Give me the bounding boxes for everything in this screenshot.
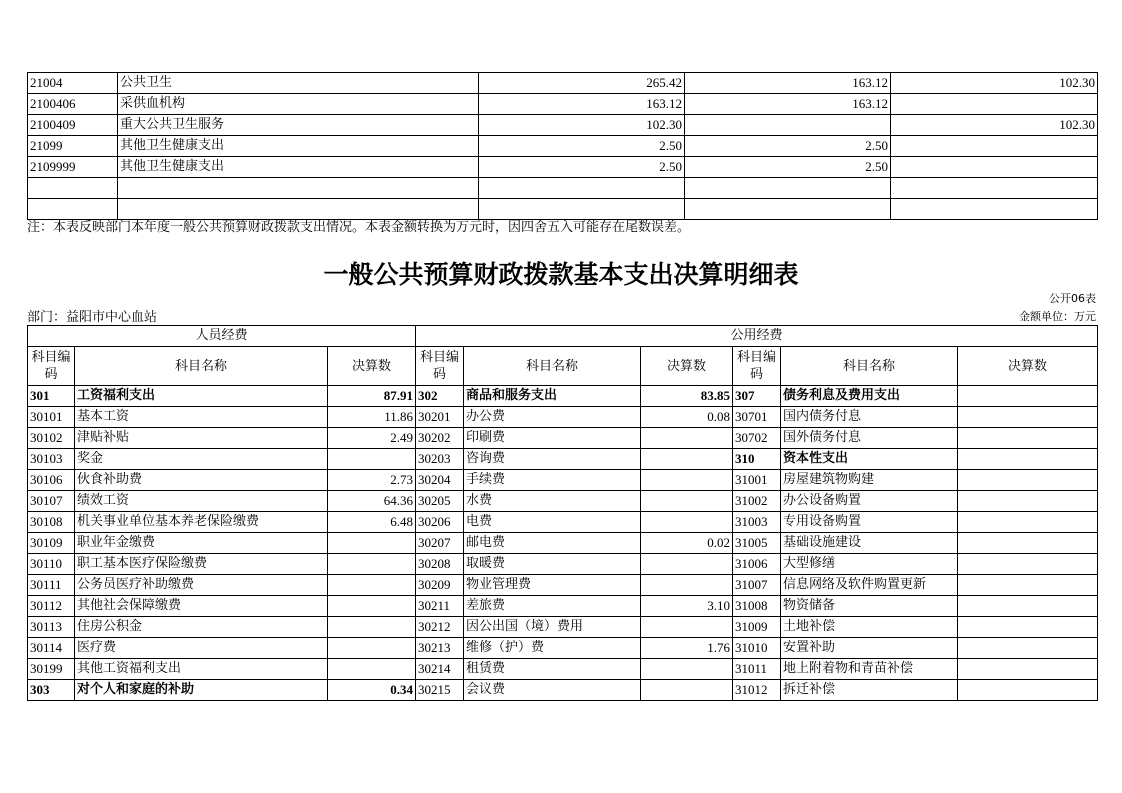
table-row <box>28 659 1098 680</box>
subject-name-header: 科目名称 <box>781 347 958 386</box>
table-row <box>28 596 1098 617</box>
amount-header: 决算数 <box>641 347 733 386</box>
subject-code-cell: 30106 <box>28 470 75 491</box>
table-row <box>28 407 1098 428</box>
subject-code-cell: 21099 <box>28 136 118 157</box>
amount-cell: 6.48 <box>328 512 416 533</box>
subject-code-cell: 30107 <box>28 491 75 512</box>
public-expense-header: 公用经费 <box>416 326 1098 347</box>
subject-code-cell: 30202 <box>416 428 464 449</box>
table-note: 注：本表反映部门本年度一般公共预算财政拨款支出情况。本表金额转换为万元时，因四舍五入可能存在尾数误差。 <box>27 220 691 235</box>
subject-code-cell: 30204 <box>416 470 464 491</box>
subject-name-cell: 对个人和家庭的补助 <box>75 680 328 701</box>
subject-name-cell: 公务员医疗补助缴费 <box>75 575 328 596</box>
subject-code-cell: 31010 <box>733 638 781 659</box>
subject-name-cell: 商品和服务支出 <box>464 386 641 407</box>
subject-name-cell: 医疗费 <box>75 638 328 659</box>
subject-code-cell: 30213 <box>416 638 464 659</box>
table-row <box>28 157 1098 178</box>
subject-code-header: 科目编码 <box>416 347 464 386</box>
subject-code-cell: 30112 <box>28 596 75 617</box>
amount-cell <box>958 407 1098 428</box>
subject-name-cell: 办公设备购置 <box>781 491 958 512</box>
subject-code-cell: 301 <box>28 386 75 407</box>
subject-code-cell: 30212 <box>416 617 464 638</box>
subject-code-cell: 30101 <box>28 407 75 428</box>
amount-cell <box>958 638 1098 659</box>
subject-name-cell: 绩效工资 <box>75 491 328 512</box>
amount-cell <box>641 491 733 512</box>
amount-cell <box>641 512 733 533</box>
basic-amount-cell: 163.12 <box>685 94 891 115</box>
subject-code-cell: 31005 <box>733 533 781 554</box>
total-amount-cell: 102.30 <box>479 115 685 136</box>
total-amount-cell: 2.50 <box>479 157 685 178</box>
subject-code-cell: 30214 <box>416 659 464 680</box>
subject-code-cell: 302 <box>416 386 464 407</box>
subject-name-cell: 邮电费 <box>464 533 641 554</box>
subject-name-cell: 国外债务付息 <box>781 428 958 449</box>
total-amount-cell: 265.42 <box>479 73 685 94</box>
subject-name-cell: 机关事业单位基本养老保险缴费 <box>75 512 328 533</box>
subject-name-cell: 电费 <box>464 512 641 533</box>
table-row <box>28 94 1098 115</box>
subject-name-cell: 资本性支出 <box>781 449 958 470</box>
table-row <box>28 638 1098 659</box>
amount-cell <box>958 512 1098 533</box>
subject-code-cell: 31008 <box>733 596 781 617</box>
subject-code-cell: 30207 <box>416 533 464 554</box>
amount-cell <box>328 617 416 638</box>
amount-cell <box>641 659 733 680</box>
basic-amount-cell <box>685 115 891 136</box>
subject-name-cell: 职业年金缴费 <box>75 533 328 554</box>
project-amount-cell <box>891 136 1098 157</box>
total-amount-cell: 163.12 <box>479 94 685 115</box>
subject-name-cell: 安置补助 <box>781 638 958 659</box>
basic-amount-cell <box>685 178 891 199</box>
subject-name-cell: 津贴补贴 <box>75 428 328 449</box>
amount-cell <box>958 617 1098 638</box>
amount-cell <box>958 470 1098 491</box>
project-amount-cell <box>891 199 1098 220</box>
table-row <box>28 533 1098 554</box>
subject-code-cell: 303 <box>28 680 75 701</box>
amount-cell <box>958 533 1098 554</box>
basic-amount-cell: 2.50 <box>685 157 891 178</box>
subject-code-cell: 30199 <box>28 659 75 680</box>
amount-cell: 0.08 <box>641 407 733 428</box>
amount-cell: 87.91 <box>328 386 416 407</box>
amount-cell: 3.10 <box>641 596 733 617</box>
department-label: 部门：益阳市中心血站 <box>27 310 158 325</box>
table-row <box>28 73 1098 94</box>
amount-cell <box>641 554 733 575</box>
table-row <box>28 115 1098 136</box>
subject-name-cell: 地上附着物和青苗补偿 <box>781 659 958 680</box>
subject-name-cell: 维修（护）费 <box>464 638 641 659</box>
amount-cell <box>958 659 1098 680</box>
subject-name-cell: 采供血机构 <box>118 94 479 115</box>
amount-cell <box>641 449 733 470</box>
amount-cell <box>328 638 416 659</box>
amount-cell <box>641 617 733 638</box>
subject-name-cell: 取暖费 <box>464 554 641 575</box>
subject-name-cell: 手续费 <box>464 470 641 491</box>
subject-code-cell: 30206 <box>416 512 464 533</box>
subject-name-cell: 咨询费 <box>464 449 641 470</box>
subject-name-cell: 债务利息及费用支出 <box>781 386 958 407</box>
amount-cell <box>641 470 733 491</box>
subject-code-cell: 31009 <box>733 617 781 638</box>
amount-cell <box>958 680 1098 701</box>
subject-code-cell: 2100406 <box>28 94 118 115</box>
amount-cell <box>958 449 1098 470</box>
subject-name-cell: 工资福利支出 <box>75 386 328 407</box>
subject-code-cell: 31003 <box>733 512 781 533</box>
table-row <box>28 617 1098 638</box>
subject-code-cell: 30113 <box>28 617 75 638</box>
subject-name-cell: 印刷费 <box>464 428 641 449</box>
project-amount-cell <box>891 157 1098 178</box>
subject-name-cell: 信息网络及软件购置更新 <box>781 575 958 596</box>
subject-code-cell: 31007 <box>733 575 781 596</box>
table-row <box>28 554 1098 575</box>
amount-cell <box>328 449 416 470</box>
project-amount-cell <box>891 178 1098 199</box>
subject-name-cell: 其他卫生健康支出 <box>118 157 479 178</box>
table-row <box>28 136 1098 157</box>
subject-name-cell: 伙食补助费 <box>75 470 328 491</box>
subject-name-cell: 其他卫生健康支出 <box>118 136 479 157</box>
amount-cell: 64.36 <box>328 491 416 512</box>
amount-cell <box>328 533 416 554</box>
table-row <box>28 491 1098 512</box>
subject-code-cell: 307 <box>733 386 781 407</box>
amount-cell <box>641 428 733 449</box>
subject-code-cell: 30701 <box>733 407 781 428</box>
subject-code-cell: 30205 <box>416 491 464 512</box>
subject-name-cell: 奖金 <box>75 449 328 470</box>
subject-name-cell: 其他工资福利支出 <box>75 659 328 680</box>
subject-name-cell: 住房公积金 <box>75 617 328 638</box>
amount-cell: 2.49 <box>328 428 416 449</box>
table-row <box>28 680 1098 701</box>
subject-name-cell: 水费 <box>464 491 641 512</box>
subject-code-cell: 2109999 <box>28 157 118 178</box>
amount-unit-label: 金额单位：万元 <box>1019 310 1096 323</box>
subject-name-cell: 租赁费 <box>464 659 641 680</box>
subject-name-cell: 基本工资 <box>75 407 328 428</box>
subject-code-cell: 31012 <box>733 680 781 701</box>
amount-cell <box>328 575 416 596</box>
subject-code-cell: 2100409 <box>28 115 118 136</box>
subject-code-cell: 21004 <box>28 73 118 94</box>
project-amount-cell: 102.30 <box>891 73 1098 94</box>
subject-code-cell: 30109 <box>28 533 75 554</box>
basic-amount-cell <box>685 199 891 220</box>
subject-name-cell: 土地补偿 <box>781 617 958 638</box>
subject-code-cell: 30108 <box>28 512 75 533</box>
project-amount-cell: 102.30 <box>891 115 1098 136</box>
expenditure-summary-table <box>27 72 1098 220</box>
project-amount-cell <box>891 94 1098 115</box>
amount-cell: 2.73 <box>328 470 416 491</box>
page-title: 一般公共预算财政拨款基本支出决算明细表 <box>323 260 799 289</box>
subject-code-cell: 30209 <box>416 575 464 596</box>
subject-code-cell: 30103 <box>28 449 75 470</box>
basic-amount-cell: 2.50 <box>685 136 891 157</box>
amount-cell <box>328 659 416 680</box>
subject-name-cell: 基础设施建设 <box>781 533 958 554</box>
subject-code-cell <box>28 178 118 199</box>
subject-name-cell <box>118 178 479 199</box>
form-code: 公开06表 <box>1049 292 1096 305</box>
subject-name-header: 科目名称 <box>75 347 328 386</box>
subject-code-cell: 31001 <box>733 470 781 491</box>
subject-code-cell: 310 <box>733 449 781 470</box>
subject-code-cell: 30702 <box>733 428 781 449</box>
amount-cell <box>641 680 733 701</box>
table-row <box>28 428 1098 449</box>
amount-cell <box>958 575 1098 596</box>
amount-cell <box>958 554 1098 575</box>
amount-cell <box>641 575 733 596</box>
subject-name-header: 科目名称 <box>464 347 641 386</box>
subject-name-cell: 物资储备 <box>781 596 958 617</box>
amount-header: 决算数 <box>958 347 1098 386</box>
subject-name-cell: 国内债务付息 <box>781 407 958 428</box>
subject-name-cell: 差旅费 <box>464 596 641 617</box>
subject-code-cell: 30111 <box>28 575 75 596</box>
subject-code-cell: 30215 <box>416 680 464 701</box>
table-row <box>28 386 1098 407</box>
subject-name-cell: 物业管理费 <box>464 575 641 596</box>
subject-code-header: 科目编码 <box>28 347 75 386</box>
subject-code-cell: 31011 <box>733 659 781 680</box>
subject-code-cell: 30201 <box>416 407 464 428</box>
subject-name-cell: 房屋建筑物购建 <box>781 470 958 491</box>
table-row <box>28 575 1098 596</box>
amount-cell <box>328 596 416 617</box>
subject-name-cell: 办公费 <box>464 407 641 428</box>
subject-name-cell: 因公出国（境）费用 <box>464 617 641 638</box>
table-row <box>28 449 1098 470</box>
amount-cell: 11.86 <box>328 407 416 428</box>
subject-name-cell: 专用设备购置 <box>781 512 958 533</box>
subject-name-cell: 会议费 <box>464 680 641 701</box>
subject-name-cell: 拆迁补偿 <box>781 680 958 701</box>
subject-code-cell: 30110 <box>28 554 75 575</box>
table-row <box>28 178 1098 199</box>
total-amount-cell: 2.50 <box>479 136 685 157</box>
subject-name-cell: 重大公共卫生服务 <box>118 115 479 136</box>
subject-code-cell: 31006 <box>733 554 781 575</box>
table-row <box>28 512 1098 533</box>
amount-cell: 83.85 <box>641 386 733 407</box>
subject-code-cell: 31002 <box>733 491 781 512</box>
subject-name-cell: 公共卫生 <box>118 73 479 94</box>
subject-name-cell: 大型修缮 <box>781 554 958 575</box>
subject-name-cell: 职工基本医疗保险缴费 <box>75 554 328 575</box>
subject-code-cell: 30211 <box>416 596 464 617</box>
table-row <box>28 470 1098 491</box>
subject-code-cell: 30203 <box>416 449 464 470</box>
subject-code-cell: 30208 <box>416 554 464 575</box>
amount-cell <box>958 491 1098 512</box>
basic-expenditure-detail-table <box>27 325 1098 701</box>
amount-header: 决算数 <box>328 347 416 386</box>
personnel-expense-header: 人员经费 <box>28 326 416 347</box>
amount-cell <box>328 554 416 575</box>
amount-cell: 0.02 <box>641 533 733 554</box>
amount-cell <box>958 428 1098 449</box>
total-amount-cell <box>479 178 685 199</box>
subject-code-cell: 30102 <box>28 428 75 449</box>
amount-cell <box>958 386 1098 407</box>
subject-code-cell: 30114 <box>28 638 75 659</box>
amount-cell: 1.76 <box>641 638 733 659</box>
subject-code-header: 科目编码 <box>733 347 781 386</box>
amount-cell: 0.34 <box>328 680 416 701</box>
basic-amount-cell: 163.12 <box>685 73 891 94</box>
subject-name-cell: 其他社会保障缴费 <box>75 596 328 617</box>
amount-cell <box>958 596 1098 617</box>
